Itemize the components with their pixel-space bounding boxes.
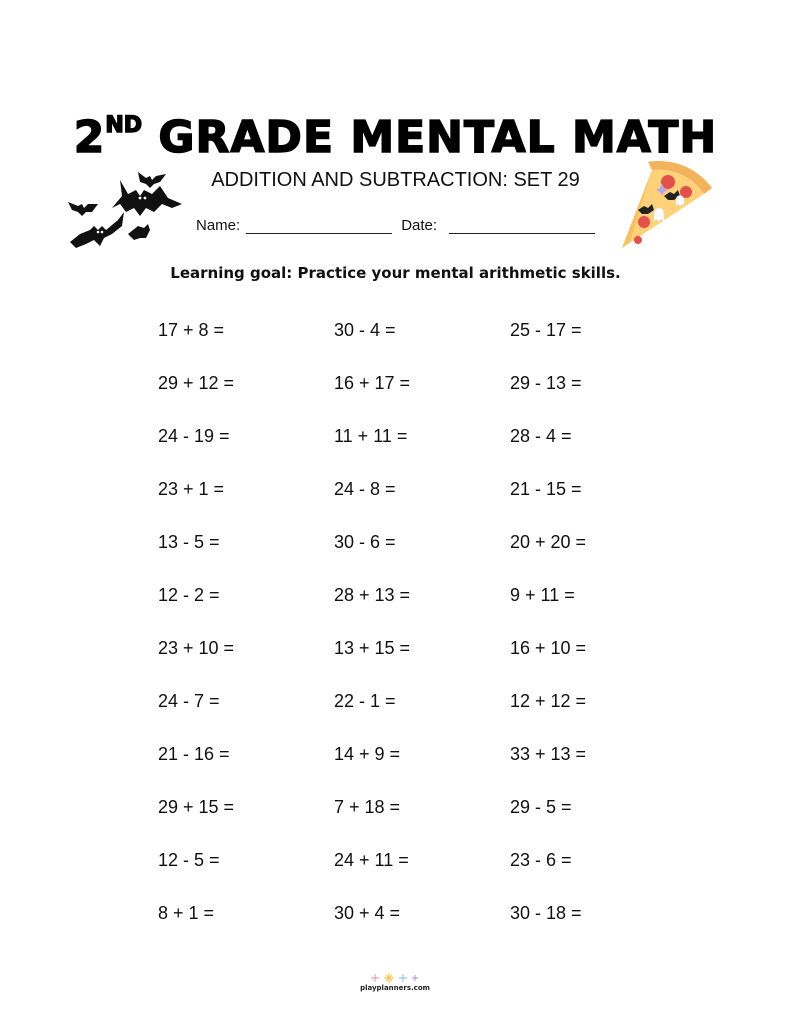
sparkle-icon (355, 972, 435, 984)
problem-item: 9 + 11 = (510, 585, 575, 605)
problem-item: 30 - 18 = (510, 903, 582, 923)
footer-brand: playplanners.com (360, 984, 430, 992)
problem-item: 25 - 17 = (510, 320, 582, 340)
learning-goal: Learning goal: Practice your mental arithmetic skills. (170, 264, 621, 282)
title-rest: GRADE MENTAL MATH (142, 112, 718, 163)
problem-item: 12 - 2 = (158, 585, 220, 605)
problem-item: 12 + 12 = (510, 691, 587, 711)
problem-item: 30 + 4 = (334, 903, 401, 923)
title-suffix: ND (105, 113, 143, 138)
problem-item: 13 - 5 = (158, 532, 220, 552)
problem-item: 24 - 19 = (158, 426, 230, 446)
problem-item: 16 + 17 = (334, 373, 411, 393)
problem-item: 8 + 1 = (158, 903, 215, 923)
problem-item: 7 + 18 = (334, 797, 401, 817)
problem-item: 20 + 20 = (510, 532, 587, 552)
problem-item: 16 + 10 = (510, 638, 587, 658)
problem-item: 24 - 8 = (334, 479, 396, 499)
footer-logo[interactable] (340, 972, 450, 992)
title-lead: 2 (73, 112, 106, 163)
date-line (449, 219, 595, 234)
problem-item: 24 + 11 = (334, 850, 409, 870)
bat-icon (70, 212, 124, 248)
problem-item: 23 + 10 = (158, 638, 235, 658)
problem-item: 33 + 13 = (510, 744, 587, 764)
problem-item: 17 + 8 = (158, 320, 225, 340)
problem-item: 11 + 11 = (334, 426, 408, 446)
problem-item: 29 - 13 = (510, 373, 582, 393)
name-label: Name: (196, 217, 241, 234)
problem-item: 21 - 15 = (510, 479, 582, 499)
problem-item: 30 - 6 = (334, 532, 396, 552)
problem-item: 30 - 4 = (334, 320, 396, 340)
problem-item: 24 - 7 = (158, 691, 220, 711)
problem-item: 13 + 15 = (334, 638, 411, 658)
problem-item: 29 + 12 = (158, 373, 235, 393)
bat-icon (128, 224, 150, 240)
problem-item: 22 - 1 = (334, 691, 396, 711)
worksheet-title (0, 100, 791, 164)
problem-grid (158, 317, 686, 953)
problem-item: 29 + 15 = (158, 797, 235, 817)
bat-icon (112, 180, 182, 216)
bats-icon (64, 168, 188, 252)
problem-item: 28 - 4 = (510, 426, 572, 446)
problem-item: 29 - 5 = (510, 797, 572, 817)
name-date-fields (196, 217, 595, 234)
problem-item: 28 + 13 = (334, 585, 411, 605)
worksheet-subtitle: ADDITION AND SUBTRACTION: SET 29 (211, 169, 580, 191)
problem-item: 12 - 5 = (158, 850, 220, 870)
pizza-slice-icon (608, 156, 716, 252)
name-line (246, 219, 392, 234)
problem-item: 14 + 9 = (334, 744, 401, 764)
date-label: Date: (401, 217, 438, 234)
problem-item: 23 + 1 = (158, 479, 225, 499)
problem-item: 23 - 6 = (510, 850, 572, 870)
bat-icon (138, 172, 166, 188)
bat-icon (68, 202, 98, 216)
problem-item: 21 - 16 = (158, 744, 230, 764)
